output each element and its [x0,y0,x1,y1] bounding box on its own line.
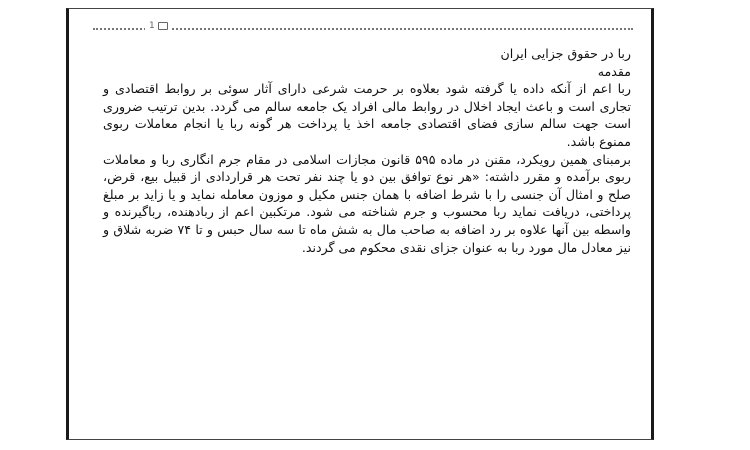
page-marker [145,21,172,31]
header-dotted-rule [93,28,633,30]
paragraph-2: برمبنای همین رویکرد، مقنن در ماده ۵۹۵ قانون مجازات اسلامی در مقام جرم انگاری ربا و معاملات ربوی برآمده و مقرر داشته: «هر نوع توافق بین دو یا چند نفر تحت هر قراردادی از قبیل بیع، قرض، صلح و امثال آن جنسی را با شرط اضافه با همان جنس مکیل و موزون معامله نماید و یا زاید بر مبلغ پرداختی، دریافت نماید ربا محسوب و جرم شناخته می شود. مرتکبین اعم از ربادهنده، رباگیرنده و واسطه بین آنها علاوه بر رد اضافه به صاحب مال به شش ماه تا سه سال حبس و تا ۷۴ ضربه شلاق و نیز معادل مال مورد ربا به عنوان جزای نقدی محکوم می گردند. [103,151,631,255]
page-number: 1 [149,21,155,31]
paragraph-1: ربا اعم از آنکه داده یا گرفته شود بعلاوه بر حرمت شرعی دارای آثار سوئی بر روابط اقتصادی و تجاری است و باعث ایجاد اخلال در روابط مالی افراد یک جامعه سالم می گردد. بدین ترتیب ضروری است جهت سالم سازی فضای اقتصادی جامعه اخذ یا پرداخت هر گونه ربا یا انجام معاملات ربوی ممنوع باشد. [103,81,631,149]
page-break-icon [158,22,168,30]
document-body [103,45,631,256]
section-heading: مقدمه [597,63,631,79]
page-header [93,23,633,35]
document-title: ربا در حقوق جزایی ایران [500,46,631,61]
document-page [66,8,654,440]
